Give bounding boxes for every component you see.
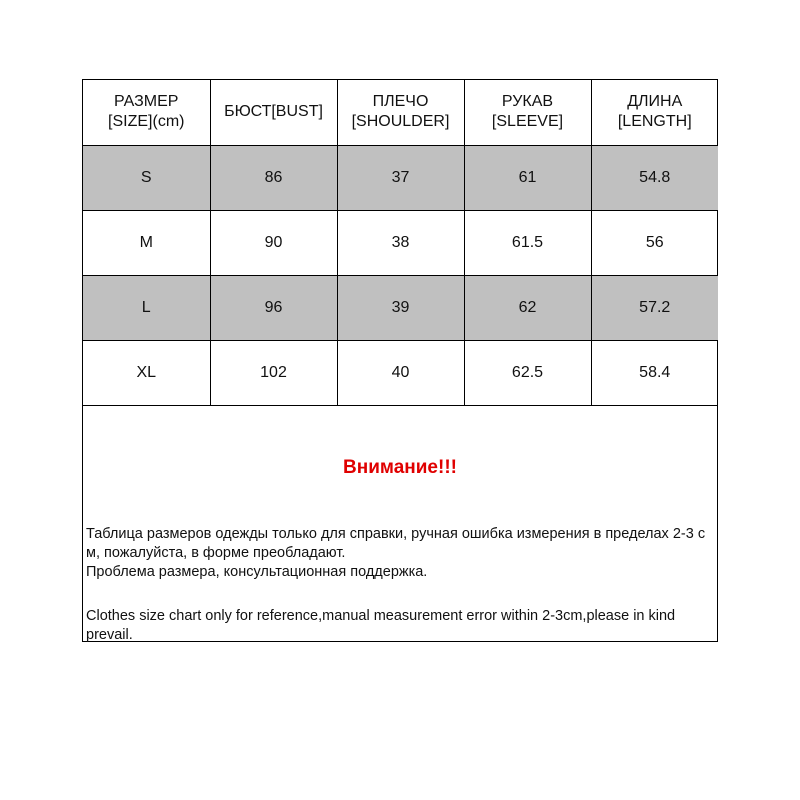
header-shoulder-ru: ПЛЕЧО (372, 93, 429, 111)
header-length-en: [LENGTH] (617, 113, 692, 131)
cell-shoulder: 38 (337, 210, 464, 275)
header-shoulder-en: [SHOULDER] (351, 113, 450, 131)
note-russian-line: Таблица размеров одежды только для справки, ручная ошибка измерения в пределах 2-3 с (86, 526, 706, 542)
notes-section (83, 410, 717, 641)
header-sleeve-ru: РУКАВ (501, 93, 554, 111)
cell-length: 58.4 (591, 340, 718, 405)
note-english-line: prevail. (86, 627, 133, 643)
header-sleeve-en: [SLEEVE] (491, 113, 564, 131)
cell-length: 56 (591, 210, 718, 275)
header-length (591, 80, 718, 145)
header-size (83, 80, 210, 145)
cell-bust: 96 (210, 275, 337, 340)
header-size-ru: РАЗМЕР (114, 93, 179, 111)
cell-length: 54.8 (591, 145, 718, 210)
header-sleeve (464, 80, 591, 145)
header-size-en: [SIZE](cm) (108, 113, 185, 131)
table-row-l (83, 275, 718, 340)
cell-sleeve: 61.5 (464, 210, 591, 275)
note-russian-line: м, пожалуйста, в форме преобладают. (86, 545, 346, 561)
header-length-ru: ДЛИНА (627, 93, 683, 111)
cell-size: M (83, 210, 210, 275)
header-bust-label: БЮСТ[BUST] (224, 103, 323, 121)
cell-shoulder: 40 (337, 340, 464, 405)
note-russian-line: Проблема размера, консультационная поддержка. (86, 564, 428, 580)
table-header-row (83, 80, 718, 145)
cell-bust: 102 (210, 340, 337, 405)
table-row-m (83, 210, 718, 275)
size-table (83, 80, 718, 406)
cell-size: L (83, 275, 210, 340)
cell-sleeve: 61 (464, 145, 591, 210)
cell-sleeve: 62.5 (464, 340, 591, 405)
cell-size: XL (83, 340, 210, 405)
cell-shoulder: 37 (337, 145, 464, 210)
cell-size: S (83, 145, 210, 210)
note-russian (86, 525, 715, 582)
attention-heading: Внимание!!! (343, 457, 457, 478)
table-row-s (83, 145, 718, 210)
header-bust (210, 80, 337, 145)
cell-shoulder: 39 (337, 275, 464, 340)
header-shoulder (337, 80, 464, 145)
cell-length: 57.2 (591, 275, 718, 340)
size-chart (82, 79, 718, 642)
cell-bust: 90 (210, 210, 337, 275)
note-english (86, 607, 715, 645)
note-english-line: Clothes size chart only for reference,manual measurement error within 2-3cm,please in kind (86, 608, 676, 624)
table-row-xl (83, 340, 718, 405)
cell-bust: 86 (210, 145, 337, 210)
cell-sleeve: 62 (464, 275, 591, 340)
